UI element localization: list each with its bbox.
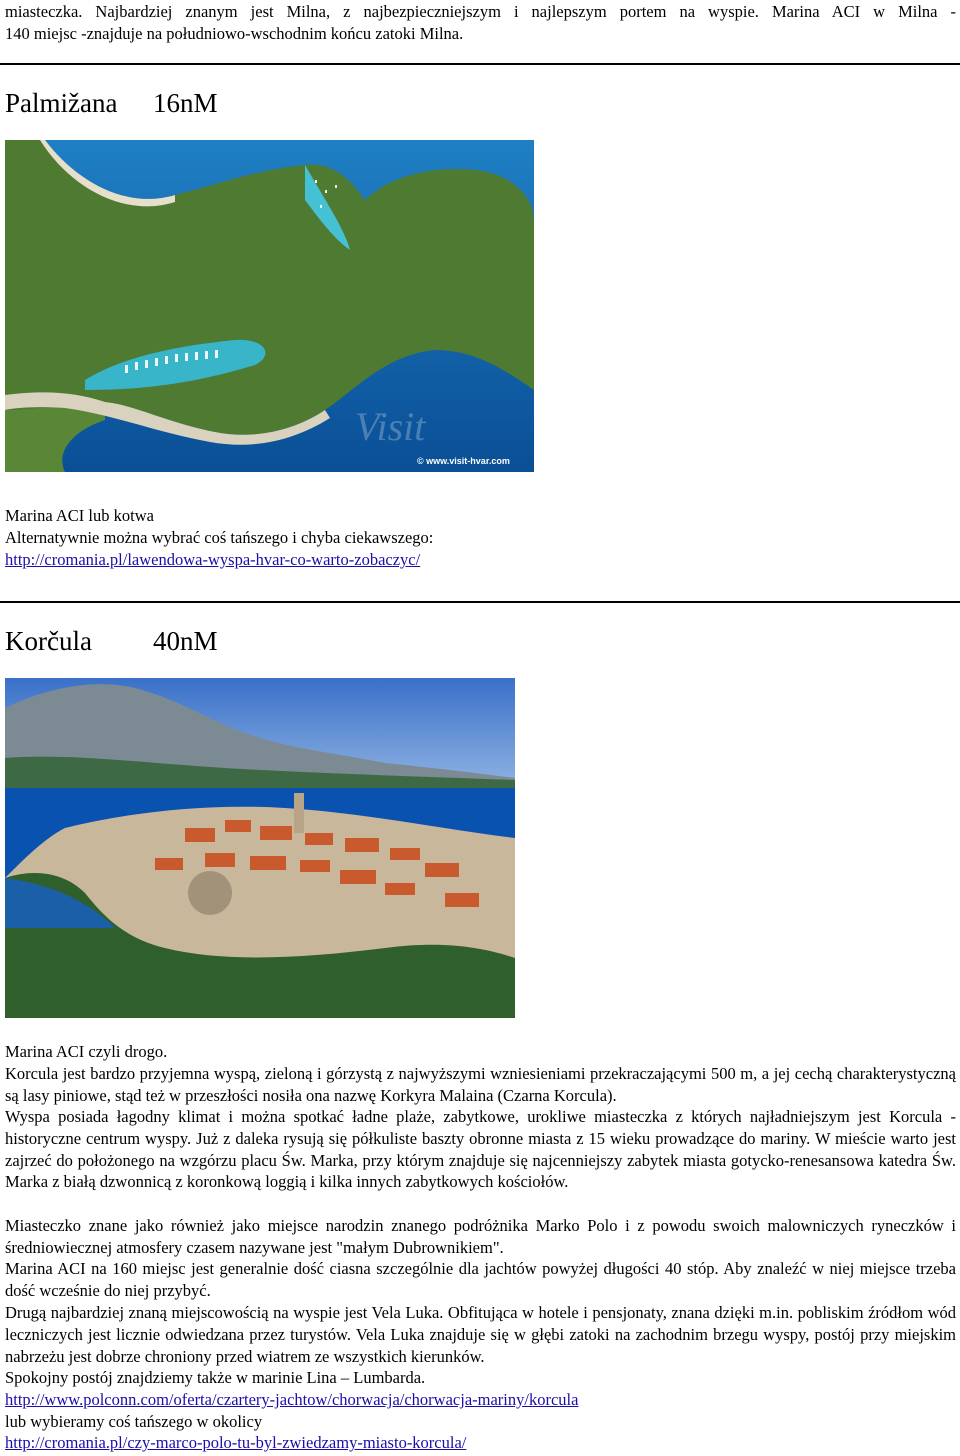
korcula-link-line-2 bbox=[5, 1432, 956, 1454]
korcula-paragraph-2: Wyspa posiada łagodny klimat i można spotkać ładne plaże, zabytkowe, urokliwe miasteczka z których najładniejszym jest Korcula - historyczne centrum wyspy. Już z daleka rysują się półkuliste baszty obronne miasta z 15 wieku prowadzące do mariny. W mieście warto jest zajrzeć do położonego na wzgórzu placu Św. Marka, przy którym znajduje się najcenniejszy zabytek miasta gotycko-renesansowa katedra Św. Marka z białą dzwonnicą z koronkową loggią i kilka innych zabytkowych kościołów. bbox=[5, 1107, 956, 1192]
palmizana-aerial-photo bbox=[5, 140, 534, 472]
palmizana-mooring-note: Marina ACI lub kotwa bbox=[5, 506, 154, 525]
section-heading-korcula bbox=[5, 625, 218, 657]
polconn-korcula-link[interactable]: http://www.polconn.com/oferta/czartery-jachtow/chorwacja/chorwacja-mariny/korcula bbox=[5, 1390, 579, 1409]
destination-distance: 40nM bbox=[153, 626, 218, 656]
intro-line-1: miasteczka. Najbardziej znanym jest Milna, z najbezpieczniejszym i najlepszym portem na wyspie. Marina ACI w Milna - bbox=[5, 2, 956, 21]
korcula-town-photo bbox=[5, 678, 515, 1018]
palmizana-link-line bbox=[5, 549, 956, 571]
section-heading-palmizana bbox=[5, 87, 218, 119]
cromania-hvar-link[interactable]: http://cromania.pl/lawendowa-wyspa-hvar-co-warto-zobaczyc/ bbox=[5, 550, 421, 569]
korcula-paragraph-6: Spokojny postój znajdziemy także w marinie Lina – Lumbarda. bbox=[5, 1368, 426, 1387]
photo-watermark: Visit bbox=[355, 404, 426, 449]
defense-tower bbox=[188, 871, 232, 915]
cromania-korcula-link[interactable]: http://cromania.pl/czy-marco-polo-tu-byl-zwiedzamy-miasto-korcula/ bbox=[5, 1433, 467, 1452]
korcula-cheaper-option: lub wybieramy coś tańszego w okolicy bbox=[5, 1412, 263, 1431]
palmizana-alternative-note: Alternatywnie można wybrać coś tańszego i chyba ciekawszego: bbox=[5, 528, 434, 547]
korcula-lead: Marina ACI czyli drogo. bbox=[5, 1042, 168, 1061]
photo-credit: © www.visit-hvar.com bbox=[417, 456, 510, 466]
korcula-paragraph-5: Drugą najbardziej znaną miejscowością na wyspie jest Vela Luka. Obfitująca w hotele i pensjonaty, znana dzięki m.in. pobliskim źródłom wód leczniczych jest licznie odwiedzana przez turystów. Vela Luka znajduje się w głębi zatoki na zachodnim brzegu wyspy, postój przy miejskim nabrzeżu jest dobrze chroniony przed wiatrem ze wszystkich kierunków. bbox=[5, 1303, 956, 1366]
destination-distance: 16nM bbox=[153, 88, 218, 118]
destination-name: Palmižana bbox=[5, 88, 118, 118]
korcula-paragraph-4: Marina ACI na 160 miejsc jest generalnie dość ciasna szczególnie dla jachtów powyżej długości 40 stóp. Aby znaleźć w niej miejsce trzeba dość wcześnie do niej przybyć. bbox=[5, 1259, 956, 1300]
korcula-link-line-1 bbox=[5, 1389, 956, 1411]
korcula-paragraph-3: Miasteczko znane jako również jako miejsce narodzin znanego podróżnika Marko Polo i z powodu swoich malowniczych ryneczków i średniowiecznej atmosfery czasem nazywane jest "małym Dubrownikiem". bbox=[5, 1216, 956, 1257]
korcula-paragraph-1: Korcula jest bardzo przyjemna wyspą, zieloną i górzystą z najwyższymi wzniesieniami przekraczającymi 500 m, a jej cechą charakterystyczną są lasy piniowe, stąd też w przeszłości nosiła ona nazwę Korkyra Malaina (Czarna Korcula). bbox=[5, 1064, 956, 1105]
intro-line-2: 140 miejsc -znajduje na południowo-wschodnim końcu zatoki Milna. bbox=[5, 24, 464, 43]
cathedral-tower bbox=[294, 793, 304, 833]
section-divider bbox=[0, 63, 960, 65]
destination-name: Korčula bbox=[5, 626, 92, 656]
section-divider bbox=[0, 601, 960, 603]
